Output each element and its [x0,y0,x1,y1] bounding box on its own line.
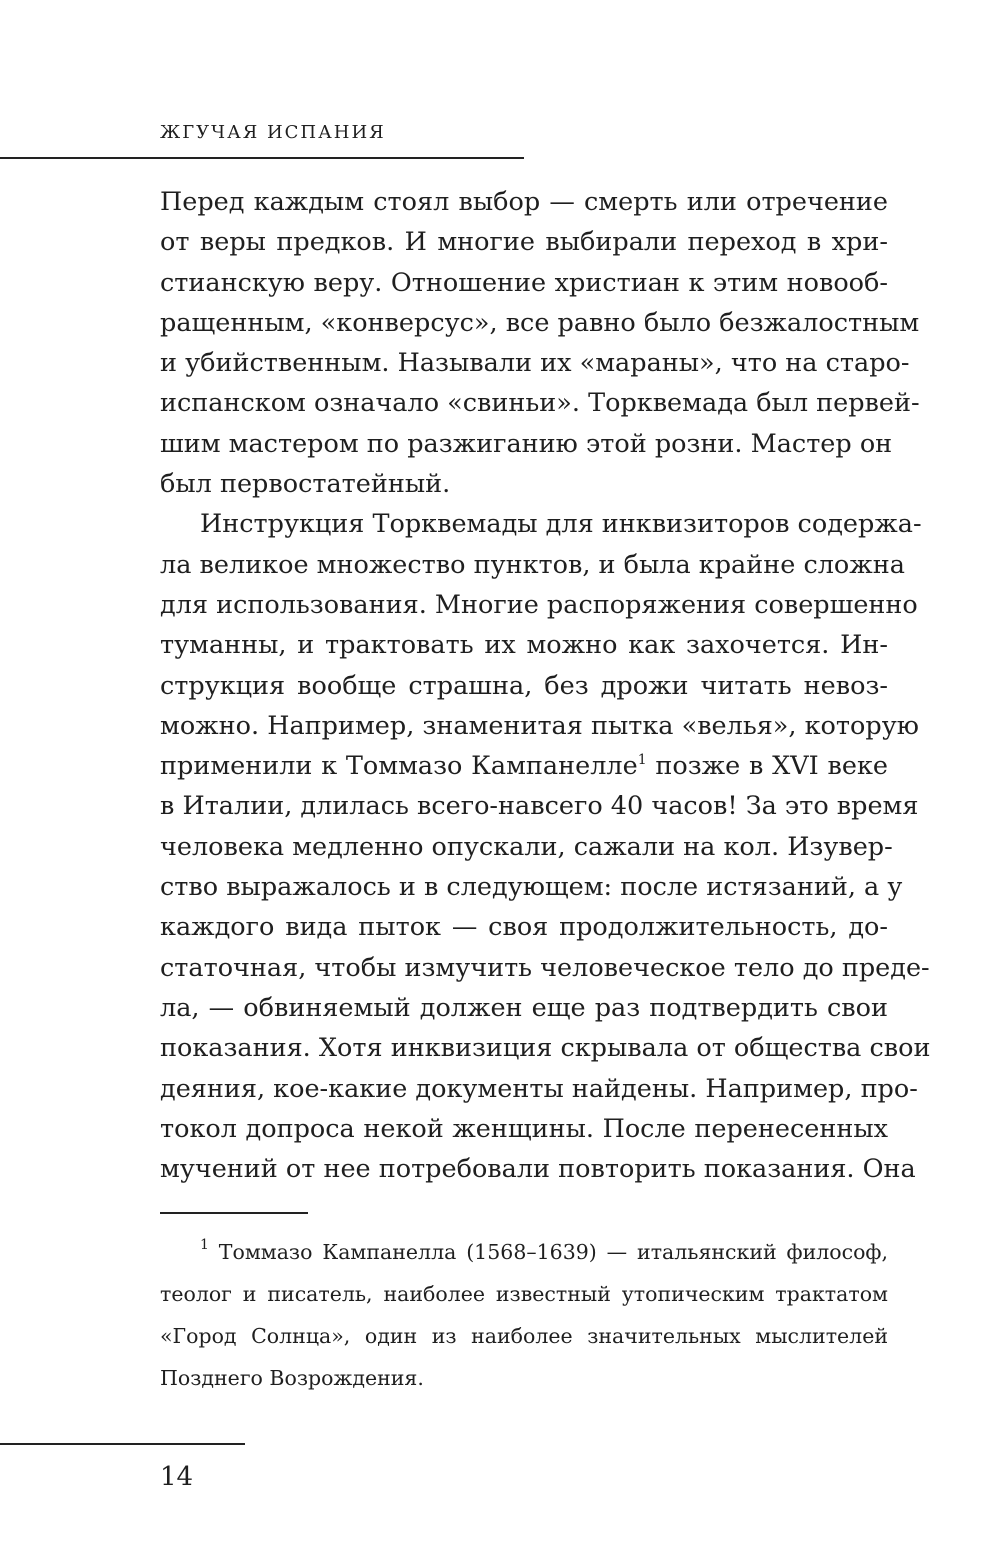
text-line: можно. Например, знаменитая пытка «велья», которую [160,710,919,741]
footnote-line: «Город Солнца», один из наиболее значительных мыслителей [160,1324,888,1348]
footnote-reference[interactable]: 1 [637,752,647,769]
text-segment: применили к Томмазо Кампанелле [160,751,638,782]
text-line: туманны, и трактовать их можно как захочется. Ин- [160,630,888,661]
text-line: токол допроса некой женщины. После перенесенных [160,1113,888,1144]
text-line: шим мастером по разжиганию этой розни. Мастер он [160,428,893,459]
text-line: для использования. Многие распоряжения совершенно [160,589,918,620]
footnote-marker: 1 [200,1237,209,1253]
header-divider [0,157,524,159]
footnote-text: Томмазо Кампанелла (1568–1639) — итальянский философ, [208,1240,888,1264]
text-line-with-footnote [160,746,888,786]
text-line: стианскую веру. Отношение христиан к этим новооб- [160,267,888,298]
text-line: статочная, чтобы измучить человеческое тело до преде- [160,952,930,983]
body-text [160,182,931,1189]
text-line: был первостатейный. [160,469,451,500]
page-number: 14 [160,1462,194,1492]
footer-divider [0,1443,245,1445]
running-header: ЖГУЧАЯ ИСПАНИЯ [160,122,386,143]
text-line: Перед каждым стоял выбор — смерть или отречение [160,187,888,217]
text-line: человека медленно опускали, сажали на кол. Изувер- [160,831,893,862]
footnote [160,1231,888,1399]
footnote-divider [160,1212,308,1214]
text-line: ство выражалось и в следующем: после истязаний, а у [160,872,903,903]
text-line: ла великое множество пунктов, и была крайне сложна [160,549,905,580]
text-line: и убийственным. Называли их «мараны», что на старо- [160,348,910,379]
text-line: ращенным, «конверсус», все равно было безжалостным [160,307,920,338]
text-line: каждого вида пыток — своя продолжительность, до- [160,912,888,943]
footnote-line [160,1231,888,1273]
text-line: испанском означало «свиньи». Торквемада был первей- [160,388,920,419]
text-line: струкция вообще страшна, без дрожи читать невоз- [160,670,888,701]
text-line: в Италии, длилась всего-навсего 40 часов! За это время [160,791,919,822]
text-line: ла, — обвиняемый должен еще раз подтвердить свои [160,992,888,1023]
text-segment: позже в XVI веке [646,751,888,782]
text-line: деяния, кое-какие документы найдены. Например, про- [160,1073,918,1104]
text-line: от веры предков. И многие выбирали переход в хри- [160,227,888,258]
footnote-line: теолог и писатель, наиболее известный утопическим трактатом [160,1282,888,1306]
text-line: показания. Хотя инквизиция скрывала от общества свои [160,1033,931,1064]
footnote-line: Позднего Возрождения. [160,1366,424,1390]
text-line: Инструкция Торквемады для инквизиторов содержа- [200,509,922,540]
text-line: мучений от нее потребовали повторить показания. Она [160,1154,916,1185]
